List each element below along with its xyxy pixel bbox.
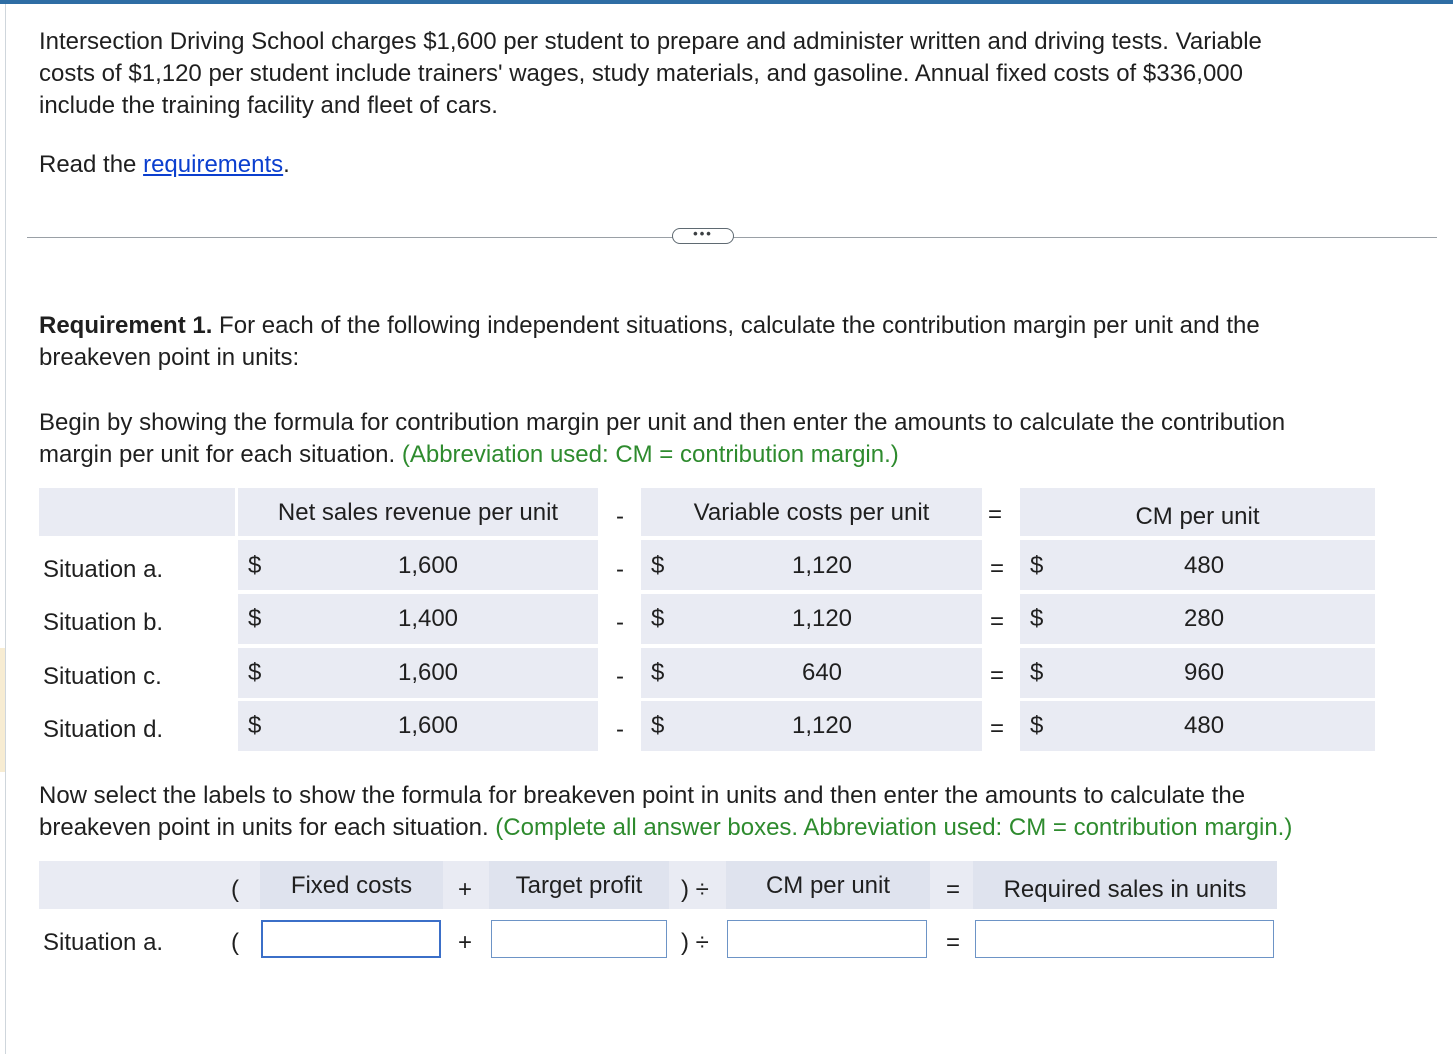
header-variable-costs: Variable costs per unit	[693, 499, 930, 526]
open-paren: (	[231, 929, 239, 956]
cm-value: 480	[1184, 712, 1225, 739]
close-paren-divide: ) ÷	[681, 876, 709, 903]
open-paren: (	[231, 876, 239, 903]
cm-value: 960	[1184, 659, 1225, 686]
label-required-sales[interactable]: Required sales in units	[1003, 876, 1247, 903]
dollar-sign: $	[651, 605, 665, 632]
dollar-sign: $	[1030, 552, 1044, 579]
situation-label: Situation d.	[43, 716, 164, 743]
minus-sign: -	[616, 556, 624, 583]
equals-sign: =	[989, 608, 1004, 635]
read-suffix: .	[283, 151, 290, 178]
read-requirements-line	[39, 149, 290, 181]
requirement-1-text	[39, 310, 1260, 374]
situation-label: Situation a.	[43, 929, 164, 956]
breakeven-instructions-line2: breakeven point in units for each situation.	[39, 814, 496, 841]
variable-value: 1,120	[791, 605, 853, 632]
dollar-sign: $	[1030, 712, 1044, 739]
required-sales-input[interactable]	[975, 920, 1274, 958]
plus-sign: +	[457, 876, 472, 903]
variable-value: 640	[801, 659, 843, 686]
fixed-costs-input[interactable]	[261, 920, 441, 958]
cm-value: 280	[1184, 605, 1225, 632]
situation-label: Situation c.	[43, 663, 162, 690]
cm-header-blank	[39, 488, 235, 536]
equals-sign: =	[945, 876, 960, 903]
label-target-profit[interactable]: Target profit	[515, 872, 643, 899]
requirement-1-line1: For each of the following independent situations, calculate the contribution margin per unit and the	[212, 312, 1260, 339]
equals-sign: =	[989, 555, 1004, 582]
plus-sign: +	[457, 929, 472, 956]
revenue-value: 1,600	[397, 659, 459, 686]
revenue-value: 1,600	[397, 712, 459, 739]
cm-instructions	[39, 407, 1285, 471]
left-highlight-marker	[0, 648, 5, 772]
header-equals: =	[987, 501, 1002, 528]
minus-sign: -	[616, 716, 624, 743]
dollar-sign: $	[651, 659, 665, 686]
dollar-sign: $	[651, 552, 665, 579]
close-paren-divide: ) ÷	[681, 929, 709, 956]
equals-sign: =	[945, 929, 960, 956]
dollar-sign: $	[248, 552, 262, 579]
dollar-sign: $	[248, 605, 262, 632]
variable-value: 1,120	[791, 712, 853, 739]
header-cm-per-unit: CM per unit	[1135, 503, 1260, 530]
breakeven-instructions	[39, 780, 1292, 844]
revenue-value: 1,400	[397, 605, 459, 632]
breakeven-instructions-line1: Now select the labels to show the formula for breakeven point in units and then enter the amounts to calculate the	[39, 782, 1246, 809]
breakeven-note: (Complete all answer boxes. Abbreviation used: CM = contribution margin.)	[495, 814, 1293, 841]
cm-abbreviation-note: (Abbreviation used: CM = contribution margin.)	[401, 441, 899, 468]
minus-sign: -	[616, 609, 624, 636]
dollar-sign: $	[1030, 659, 1044, 686]
target-profit-input[interactable]	[491, 920, 667, 958]
problem-line: include the training facility and fleet of cars.	[39, 92, 498, 119]
problem-line: Intersection Driving School charges $1,600 per student to prepare and administer written and driving tests. Variable	[39, 28, 1262, 55]
label-fixed-costs[interactable]: Fixed costs	[290, 872, 413, 899]
requirements-link[interactable]: requirements	[143, 151, 284, 178]
dollar-sign: $	[651, 712, 665, 739]
revenue-value: 1,600	[397, 552, 459, 579]
problem-statement	[39, 26, 1262, 122]
dollar-sign: $	[248, 659, 262, 686]
cm-per-unit-input[interactable]	[727, 920, 927, 958]
header-net-sales-revenue: Net sales revenue per unit	[277, 499, 559, 526]
dollar-sign: $	[1030, 605, 1044, 632]
header-minus: -	[616, 503, 624, 530]
top-accent-bar	[0, 0, 1453, 4]
situation-label: Situation a.	[43, 556, 164, 583]
situation-label: Situation b.	[43, 609, 164, 636]
label-cm-per-unit[interactable]: CM per unit	[765, 872, 891, 899]
variable-value: 1,120	[791, 552, 853, 579]
ellipsis-icon: •••	[693, 226, 713, 241]
more-options-button[interactable]	[672, 228, 734, 244]
requirement-1-heading: Requirement 1.	[39, 312, 213, 339]
cm-instructions-line2: margin per unit for each situation.	[39, 441, 402, 468]
cm-value: 480	[1184, 552, 1225, 579]
equals-sign: =	[989, 715, 1004, 742]
read-prefix: Read the	[39, 151, 144, 178]
left-border	[5, 4, 6, 1054]
requirement-1-line2: breakeven point in units:	[39, 344, 300, 371]
cm-instructions-line1: Begin by showing the formula for contribution margin per unit and then enter the amounts to calculate the contribution	[39, 409, 1286, 436]
minus-sign: -	[616, 663, 624, 690]
dollar-sign: $	[248, 712, 262, 739]
equals-sign: =	[989, 662, 1004, 689]
problem-line: costs of $1,120 per student include trainers' wages, study materials, and gasoline. Annual fixed costs of $336,000	[39, 60, 1243, 87]
